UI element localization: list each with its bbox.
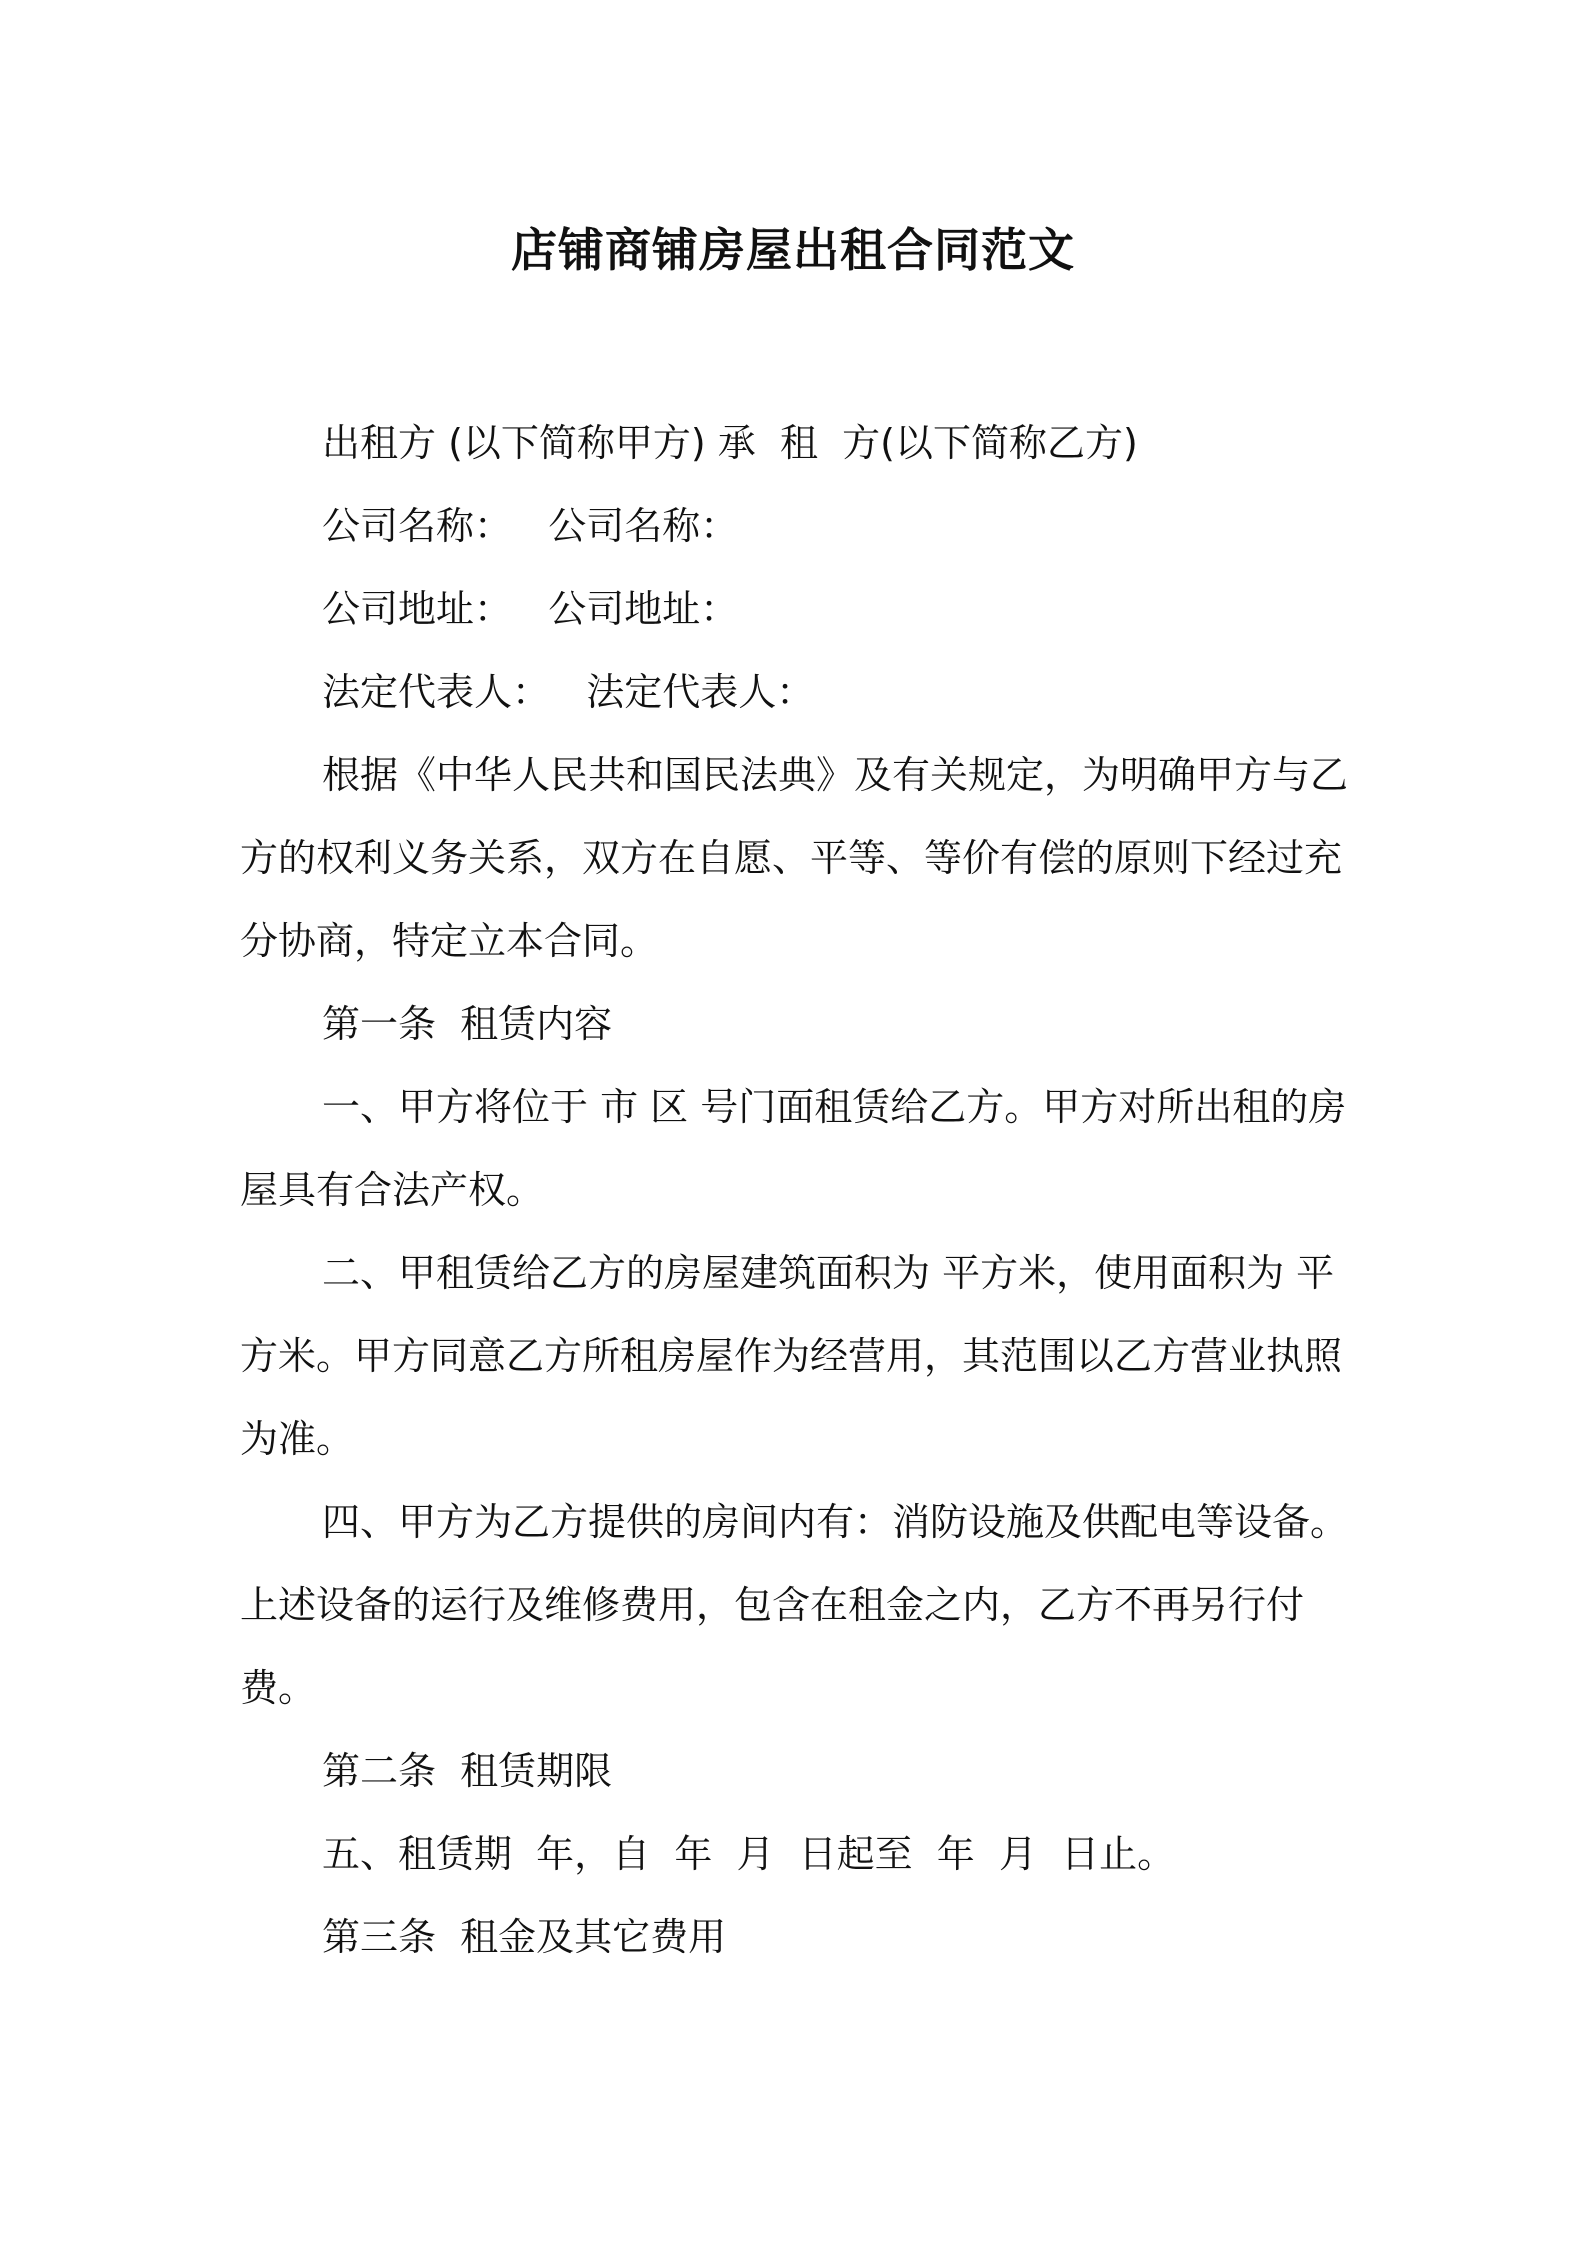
company-address-line: 公司地址： 公司地址： xyxy=(322,587,739,631)
parties-line: 出租方 (以下简称甲方) 承 租 方(以下简称乙方) xyxy=(322,421,1138,465)
company-name-line: 公司名称： 公司名称： xyxy=(322,504,739,548)
document-body xyxy=(240,402,1350,1979)
article-3-heading: 第三条 租金及其它费用 xyxy=(322,1915,727,1959)
clause-5-paragraph: 五、租赁期 年，自 年 月 日起至 年 月 日止。 xyxy=(322,1832,1176,1876)
article-1-heading: 第一条 租赁内容 xyxy=(322,1002,613,1046)
article-2-heading: 第二条 租赁期限 xyxy=(322,1749,613,1793)
document-title: 店铺商铺房屋出租合同范文 xyxy=(511,223,1075,277)
legal-representative-line: 法定代表人： 法定代表人： xyxy=(322,670,815,714)
preamble-paragraph: 根据《中华人民共和国民法典》及有关规定，为明确甲方与乙方的权利义务关系，双方在自愿、平等、等价有偿的原则下经过充分协商，特定立本合同。 xyxy=(240,753,1349,963)
clause-1-paragraph: 一、甲方将位于 市 区 号门面租赁给乙方。甲方对所出租的房屋具有合法产权。 xyxy=(240,1085,1347,1212)
clause-2-paragraph: 二、甲租赁给乙方的房屋建筑面积为 平方米，使用面积为 平方米。甲方同意乙方所租房屋作为经营用，其范围以乙方营业执照为准。 xyxy=(240,1251,1343,1461)
clause-4-paragraph: 四、甲方为乙方提供的房间内有：消防设施及供配电等设备。上述设备的运行及维修费用，包含在租金之内，乙方不再另行付费。 xyxy=(240,1500,1349,1710)
